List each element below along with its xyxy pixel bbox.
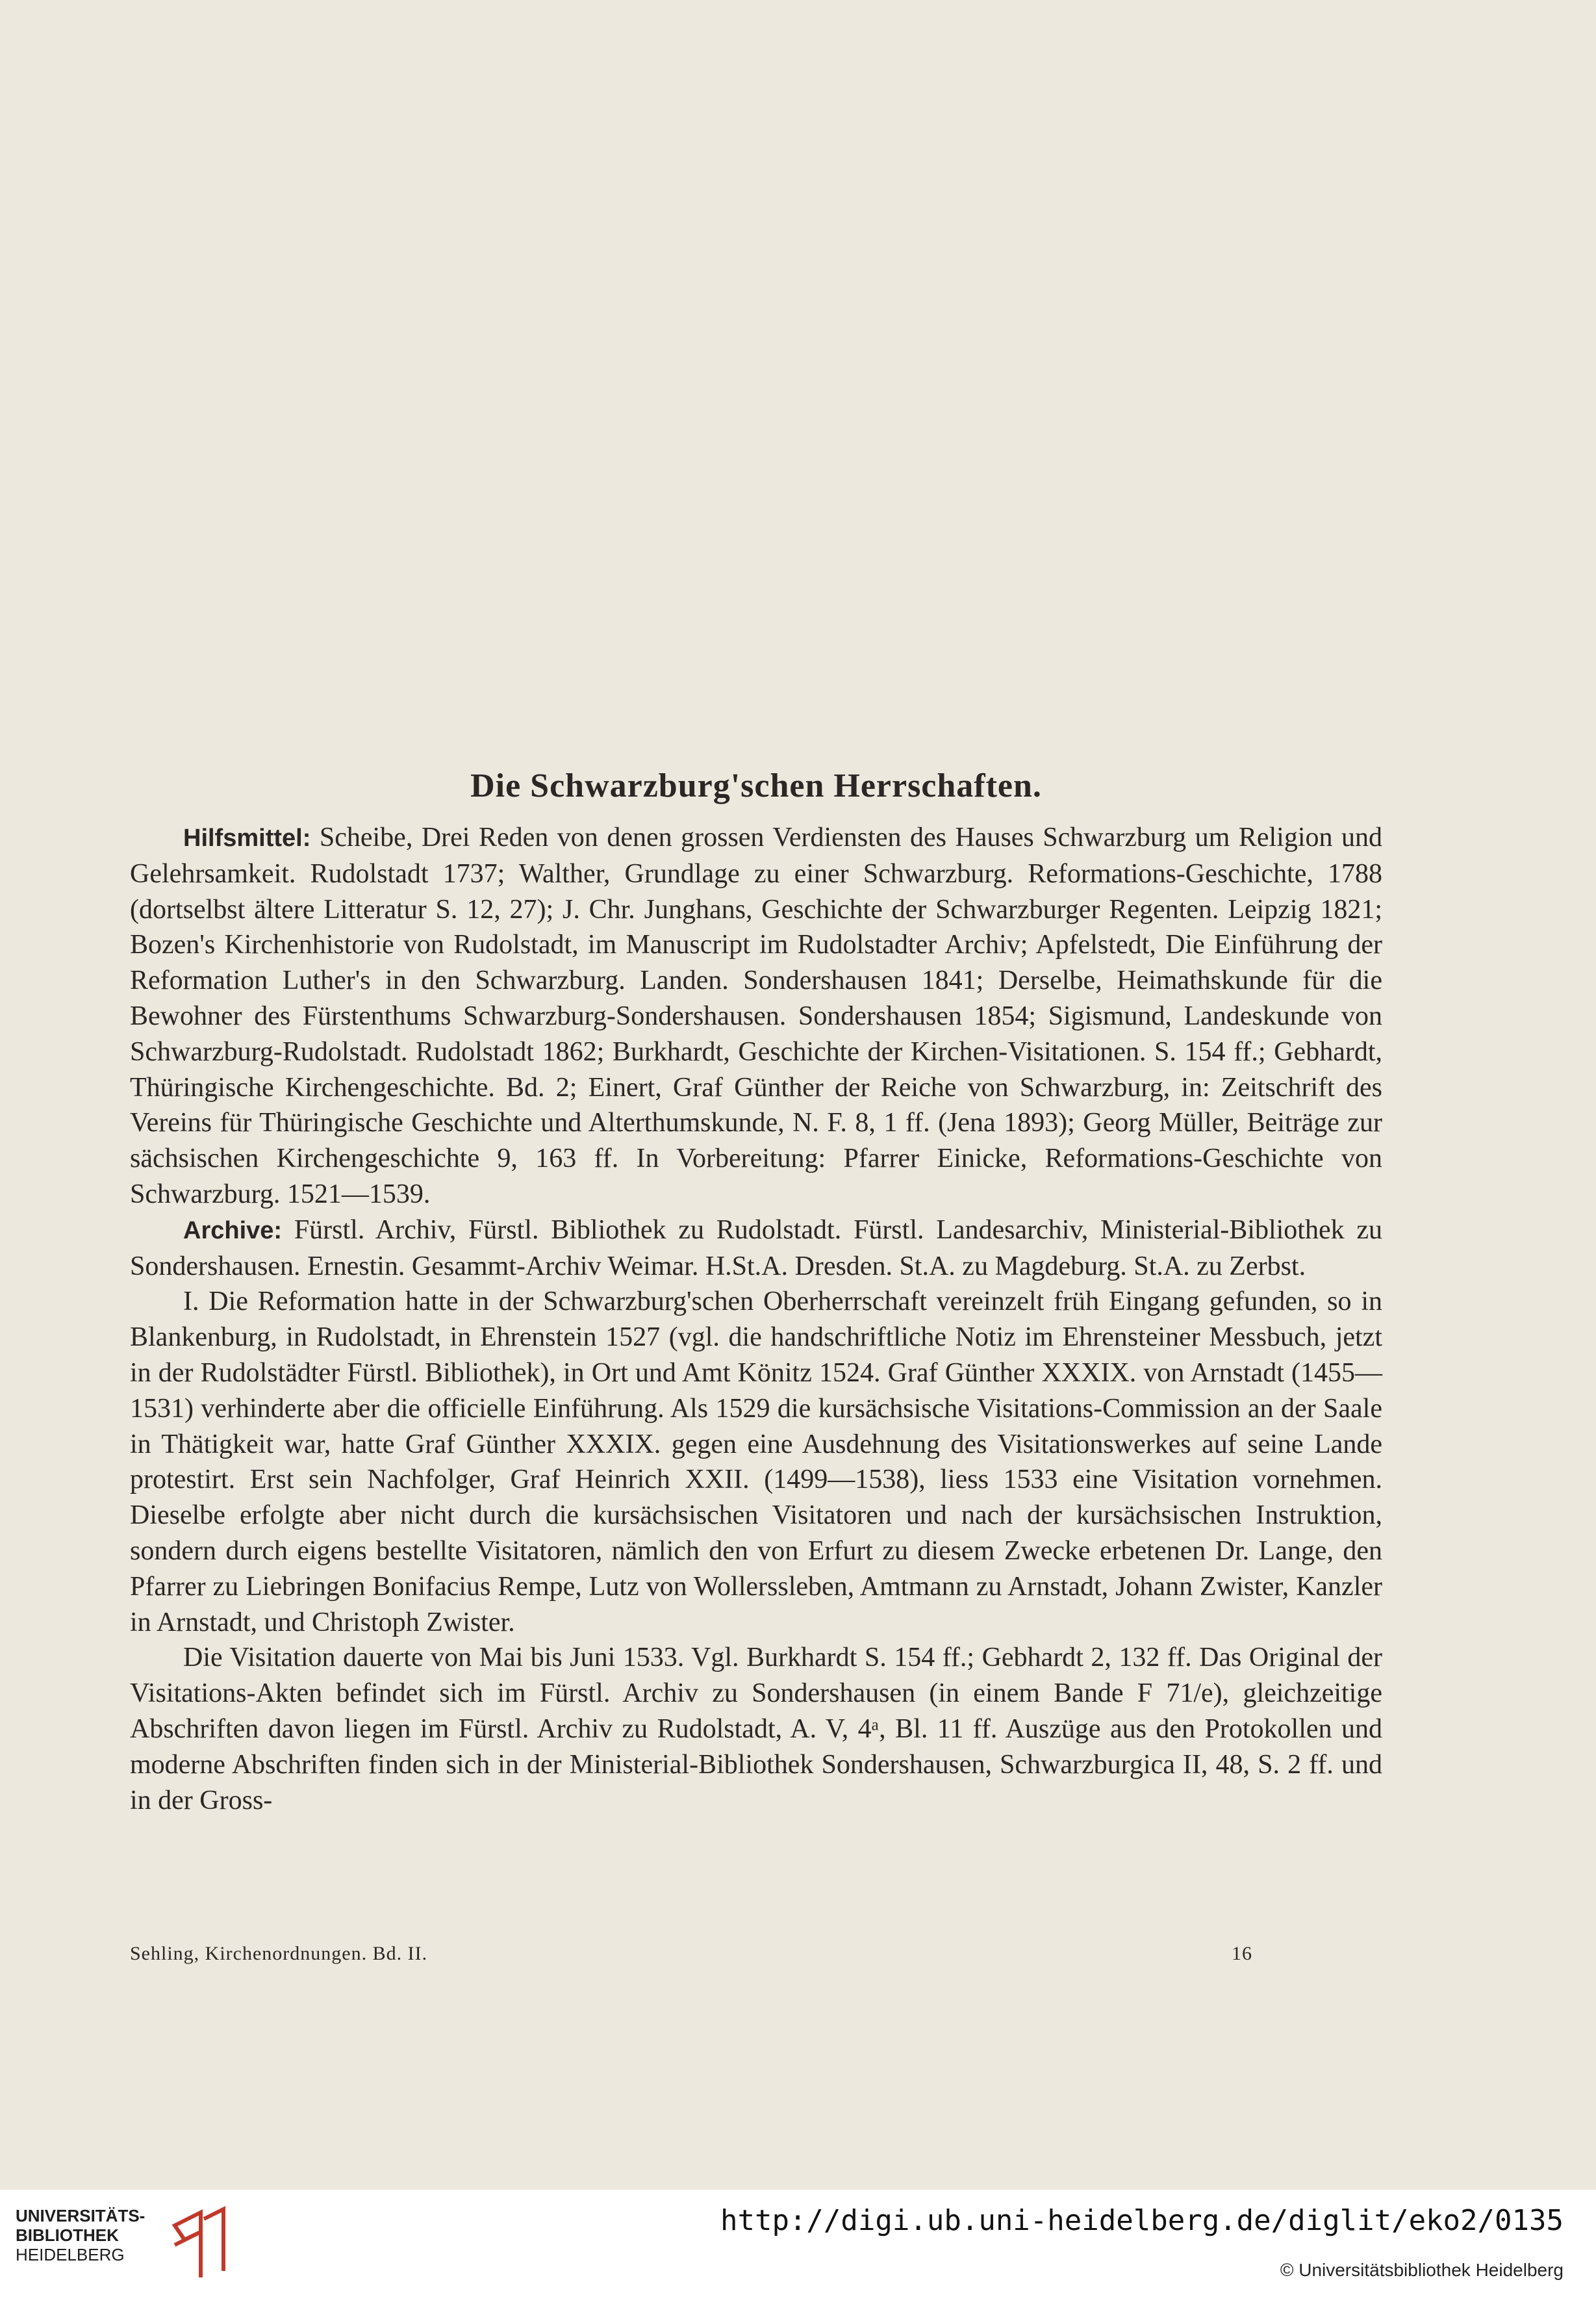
page-number: 16 (1232, 1943, 1252, 1964)
logo-line-3: HEIDELBERG (16, 2245, 125, 2264)
logo-line-1: UNIVERSITÄTS- (16, 2206, 146, 2225)
paragraph-1: I. Die Reformation hatte in der Schwarzburg'schen Oberherrschaft vereinzelt früh Eingang gefunden, so in Blankenburg, in Rudolstadt, in Ehrenstein 1527 (vgl. die handschriftliche Notiz im Ehrensteiner Messbuch, jetzt in der Rudolstädter Fürstl. Bibliothek), in Ort und Amt Könitz 1524. Graf Günther XXXIX. von Arnstadt (1455—1531) verhinderte aber die officielle Einführung. Als 1529 die kursächsische Visitations-Commission an der Saale in Thätigkeit war, hatte Graf Günther XXXIX. gegen eine Ausdehnung des Visitationswerkes auf seine Lande protestirt. Erst sein Nachfolger, Graf Heinrich XXII. (1499—1538), liess 1533 eine Visitation vornehmen. Dieselbe erfolgte aber nicht durch die kursächsischen Visitatoren und nach der kursächsischen Instruktion, sondern durch eigens bestellte Visitatoren, nämlich den von Erfurt zu diesem Zwecke erbetenen Dr. Lange, den Pfarrer zu Liebringen Bonifacius Rempe, Lutz von Wollerssleben, Amtmann zu Arnstadt, Johann Zwister, Kanzler in Arnstadt, und Christoph Zwister. (130, 1287, 1382, 1637)
archive-paragraph (130, 1212, 1382, 1285)
logo-line-2: BIBLIOTHEK (16, 2225, 119, 2245)
page-footer (130, 1943, 1252, 1965)
footer-citation: Sehling, Kirchenordnungen. Bd. II. (130, 1943, 428, 1964)
hilfsmittel-paragraph (130, 820, 1382, 1212)
paragraph-2: Die Visitation dauerte von Mai bis Juni 1533. Vgl. Burkhardt S. 154 ff.; Gebhardt 2, 132 ff. Das Original der Visitations-Akten befindet sich im Fürstl. Archiv zu Sondershausen (in einem Bande F 71/e), gleichzeitige Abschriften davon liegen im Fürstl. Archiv zu Rudolstadt, A. V, 4ᵃ, Bl. 11 ff. Auszüge aus den Protokollen und moderne Abschriften finden sich in der Ministerial-Bibliothek Sondershausen, Schwarzburgica II, 48, S. 2 ff. und in der Gross- (130, 1643, 1382, 1815)
library-logo[interactable] (16, 2206, 236, 2290)
logo-text (16, 2206, 145, 2264)
archive-label: Archive: (183, 1216, 283, 1244)
hilfsmittel-label: Hilfsmittel: (183, 825, 311, 852)
page-title: Die Schwarzburg'schen Herrschaften. (470, 767, 1042, 804)
source-url-link[interactable]: http://digi.ub.uni-heidelberg.de/diglit/eko2/0135 (720, 2204, 1564, 2237)
library-emblem-icon (162, 2206, 233, 2284)
archive-text: Fürstl. Archiv, Fürstl. Bibliothek zu Rudolstadt. Fürstl. Landesarchiv, Ministerial-Bibliothek zu Sondershausen. Ernestin. Gesammt-Archiv Weimar. H.St.A. Dresden. St.A. zu Magdeburg. St.A. zu Zerbst. (130, 1214, 1383, 1281)
body-text (130, 820, 1382, 1818)
copyright-notice: © Universitätsbibliothek Heidelberg (1280, 2260, 1564, 2280)
hilfsmittel-text: Scheibe, Drei Reden von denen grossen Verdiensten des Hauses Schwarzburg um Religion und Gelehrsamkeit. Rudolstadt 1737; Walther, Grundlage zu einer Schwarzburg. Reformations-Geschichte, 1788 (dortselbst ältere Litteratur S. 12, 27); J. Chr. Junghans, Geschichte der Schwarzburger Regenten. Leipzig 1821; Bozen's Kirchenhistorie von Rudolstadt, im Manuscript im Rudolstadter Archiv; Apfelstedt, Die Einführung der Reformation Luther's in den Schwarzburg. Landen. Sondershausen 1841; Derselbe, Heimathskunde für die Bewohner des Fürstenthums Schwarzburg-Sondershausen. Sondershausen 1854; Sigismund, Landeskunde von Schwarzburg-Rudolstadt. Rudolstadt 1862; Burkhardt, Geschichte der Kirchen-Visitationen. S. 154 ff.; Gebhardt, Thüringische Kirchengeschichte. Bd. 2; Einert, Graf Günther der Reiche von Schwarzburg, in: Zeitschrift des Vereins für Thüringische Geschichte und Alterthumskunde, N. F. 8, 1 ff. (Jena 1893); Georg Müller, Beiträge zur sächsischen Kirchengeschichte 9, 163 ff. In Vorbereitung: Pfarrer Einicke, Reformations-Geschichte von Schwarzburg. 1521—1539. (130, 823, 1382, 1209)
